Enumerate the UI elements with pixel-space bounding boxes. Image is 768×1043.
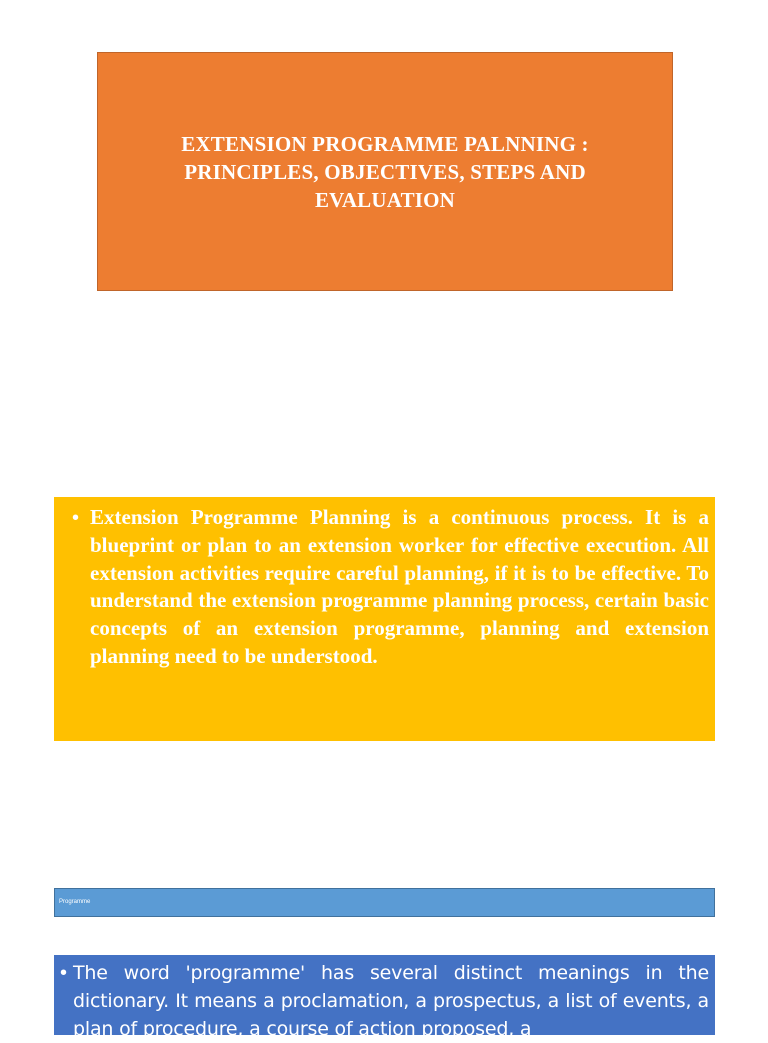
slide-title: EXTENSION PROGRAMME PALNNING : PRINCIPLES, OBJECTIVES, STEPS AND EVALUATION <box>181 131 589 212</box>
title-slide <box>97 52 673 291</box>
definition-bullet-item <box>60 959 709 1043</box>
definition-slide <box>54 955 715 1040</box>
bullet-icon: • <box>60 962 68 984</box>
intro-slide <box>54 497 715 741</box>
bullet-icon: • <box>72 507 80 529</box>
section-header-slide <box>54 888 715 917</box>
intro-bullet-item <box>72 504 709 671</box>
section-header-label: Programme <box>59 899 91 905</box>
intro-paragraph: Extension Programme Planning is a continuous process. It is a blueprint or plan to an extension worker for effective execution. All extension activities require careful planning, if it is to be effective. To understand the extension programme planning process, certain basic concepts of an extension programme, planning and extension planning need to be understood. <box>90 505 709 668</box>
definition-paragraph: The word 'programme' has several distinct meanings in the dictionary. It means a proclamation, a prospectus, a list of events, a plan of procedure, a course of action proposed, a <box>73 962 709 1040</box>
